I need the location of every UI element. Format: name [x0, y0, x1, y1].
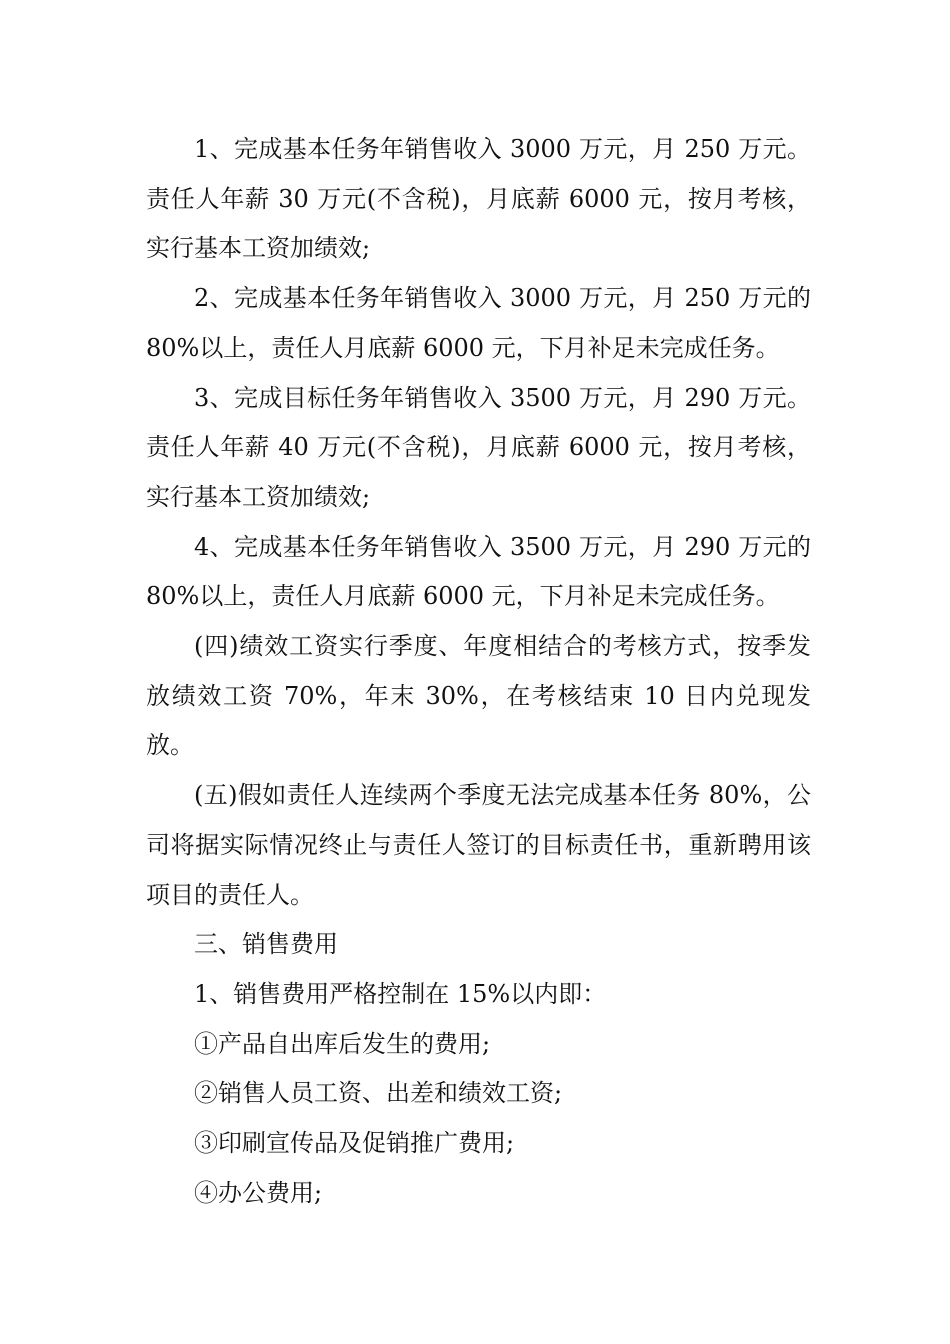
paragraph-task-3: 3、完成目标任务年销售收入 3500 万元，月 290 万元。责任人年薪 40 万元(不含税)，月底薪 6000 元，按月考核，实行基本工资加绩效;	[146, 383, 811, 511]
document-body	[146, 125, 811, 1218]
list-item-expense-4: ④办公费用;	[194, 1178, 323, 1207]
list-item-expense-2: ②销售人员工资、出差和绩效工资;	[194, 1079, 563, 1108]
paragraph-task-1: 1、完成基本任务年销售收入 3000 万元，月 250 万元。责任人年薪 30 万元(不含税)，月底薪 6000 元，按月考核，实行基本工资加绩效;	[146, 135, 811, 263]
list-item-expense-3: ③印刷宣传品及促销推广费用;	[194, 1129, 515, 1158]
paragraph-expense-limit: 1、销售费用严格控制在 15%以内即：	[194, 979, 607, 1008]
paragraph-task-4: 4、完成基本任务年销售收入 3500 万元，月 290 万元的 80%以上，责任人月底薪 6000 元，下月补足未完成任务。	[146, 532, 811, 611]
section-heading-sales-expenses: 三、销售费用	[194, 930, 338, 959]
paragraph-task-2: 2、完成基本任务年销售收入 3000 万元，月 250 万元的 80%以上，责任人月底薪 6000 元，下月补足未完成任务。	[146, 284, 811, 362]
list-item-expense-1: ①产品自出库后发生的费用;	[194, 1029, 491, 1058]
paragraph-section-5: (五)假如责任人连续两个季度无法完成基本任务 80%，公司将据实际情况终止与责任人签订的目标责任书，重新聘用该项目的责任人。	[146, 781, 811, 909]
paragraph-section-4: (四)绩效工资实行季度、年度相结合的考核方式，按季发放绩效工资 70%，年末 30%，在考核结束 10 日内兑现发放。	[146, 632, 811, 760]
